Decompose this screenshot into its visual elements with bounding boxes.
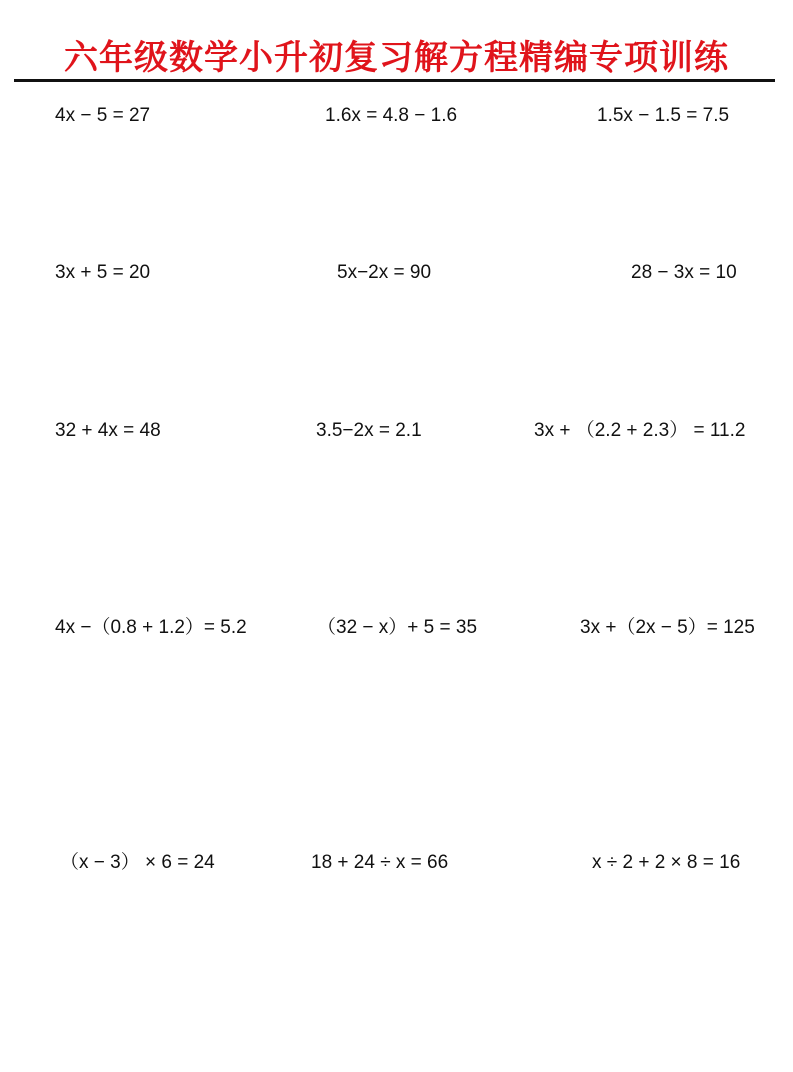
equation: 18 + 24 ÷ x = 66 xyxy=(311,852,449,873)
equation: 1.6x = 4.8 − 1.6 xyxy=(325,105,458,126)
equation: 3x + （2.2 + 2.3） = 11.2 xyxy=(534,420,746,441)
title-underline xyxy=(14,79,775,82)
equation: 5x−2x = 90 xyxy=(337,262,432,283)
equation: 3x + 5 = 20 xyxy=(55,262,151,283)
page-title: 六年级数学小升初复习解方程精编专项训练 xyxy=(64,38,729,78)
equation: 28 − 3x = 10 xyxy=(631,262,737,283)
equation: 3x +（2x − 5）= 125 xyxy=(580,617,755,638)
equation: 4x −（0.8 + 1.2）= 5.2 xyxy=(55,617,247,638)
equation: （x − 3） × 6 = 24 xyxy=(60,852,215,873)
equation: 3.5−2x = 2.1 xyxy=(316,420,422,441)
equation: （32 − x）+ 5 = 35 xyxy=(317,617,478,638)
equation: 32 + 4x = 48 xyxy=(55,420,161,441)
equation: x ÷ 2 + 2 × 8 = 16 xyxy=(592,852,741,873)
equation: 1.5x − 1.5 = 7.5 xyxy=(597,105,730,126)
equation: 4x − 5 = 27 xyxy=(55,105,151,126)
